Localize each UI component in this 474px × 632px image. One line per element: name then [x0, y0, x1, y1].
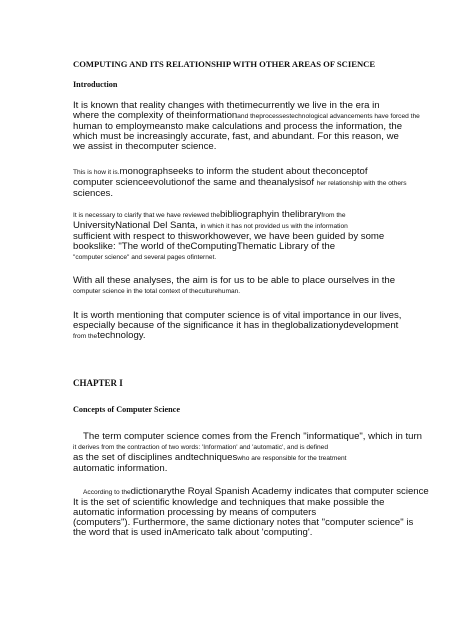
text-run: According to the: [83, 489, 131, 496]
text-run: human to employmeansto make calculations and process the information, the: [73, 121, 403, 132]
text-run: "computer science" and several pages ofinternet.: [73, 254, 217, 261]
text-run: technological advancements have forced the: [289, 113, 420, 120]
text-run: The term computer science comes from the French "informatique", which in turn: [83, 431, 422, 442]
text-line: [73, 178, 413, 189]
paragraph-intro-1: [73, 100, 420, 152]
text-line: [73, 242, 413, 252]
text-line: [73, 286, 413, 297]
text-run: It is the set of scientific knowledge and techniques that make possible the: [73, 497, 385, 508]
text-run: technology.: [97, 330, 146, 341]
text-line: [73, 189, 413, 199]
introduction-heading: Introduction: [73, 80, 118, 89]
text-run: where the complexity of theinformation: [73, 110, 238, 121]
paragraph-intro-5: [73, 311, 413, 342]
text-run: in which it has not provided us with the information: [200, 223, 348, 230]
text-run: computer scienceevolutionof the same and theanalysisof: [73, 177, 317, 188]
bullet-paragraph-1: [73, 431, 422, 474]
text-run: and theprocesses: [237, 113, 290, 120]
text-run: bookslike: "The world of theComputingThematic Library of the: [73, 241, 336, 252]
text-run: automatic information processing by means of computers: [73, 507, 317, 518]
text-line: [73, 331, 413, 342]
text-run: It is worth mentioning that computer science is of vital importance in our lives,: [73, 310, 402, 321]
text-run: monographseeks to inform the student about theconceptof: [119, 166, 368, 177]
text-run: This is how it is.: [73, 169, 120, 176]
concepts-heading: Concepts of Computer Science: [73, 405, 180, 414]
text-run: sufficient with respect to thisworkhowever, we have been guided by some: [73, 231, 385, 242]
text-run: dictionarythe Royal Spanish Academy indicates that computer science: [130, 486, 429, 497]
text-run: who are responsible for the treatment: [237, 455, 347, 462]
bullet-paragraph-2: [73, 486, 429, 538]
text-run: With all these analyses, the aim is for us to be able to place ourselves in the: [73, 275, 396, 286]
text-run: we assist in thecomputer science.: [73, 141, 217, 152]
text-run: from the: [321, 212, 346, 219]
text-run: the word that is used inAmericato talk about 'computing'.: [73, 527, 313, 538]
text-run: her relationship with the others: [316, 180, 407, 187]
paragraph-intro-3: [73, 210, 413, 263]
text-run: especially because of the significance it has in theglobalizationydevelopment: [73, 320, 399, 331]
text-line: [73, 142, 413, 152]
text-run: (computers"). Furthermore, the same dictionary notes that "computer science" is: [73, 517, 414, 528]
text-line: [73, 252, 413, 263]
paragraph-intro-2: [73, 167, 413, 199]
text-run: from the: [73, 333, 98, 340]
chapter-heading: CHAPTER I: [73, 378, 123, 388]
text-run: It is necessary to clarify that we have reviewed the: [73, 212, 220, 219]
text-line: [73, 464, 413, 474]
text-run: it derives from the contraction of two words: 'Information' and 'automatic', and is defined: [73, 444, 328, 451]
text-run: automatic information.: [73, 463, 168, 474]
text-run: which must be increasingly accurate, fast, and abundant. For this reason, we: [73, 131, 399, 142]
text-run: computer science in the total context of theculturehuman.: [73, 288, 241, 295]
text-line: [73, 276, 413, 286]
text-run: sciences.: [73, 188, 113, 199]
document-title: COMPUTING AND ITS RELATIONSHIP WITH OTHER AREAS OF SCIENCE: [73, 59, 376, 69]
text-run: It is known that reality changes with thetimecurrently we live in the era in: [73, 100, 380, 111]
bullet-marker-1: [60, 432, 68, 441]
bullet-marker-2: [60, 487, 68, 496]
text-line: [83, 431, 422, 442]
text-run: UniversityNational Del Santa,: [73, 220, 201, 231]
paragraph-intro-4: [73, 276, 413, 297]
text-line: [73, 528, 413, 538]
text-run: as the set of disciplines andtechniques: [73, 452, 238, 463]
text-run: bibliographyin thelibrary: [219, 209, 322, 220]
